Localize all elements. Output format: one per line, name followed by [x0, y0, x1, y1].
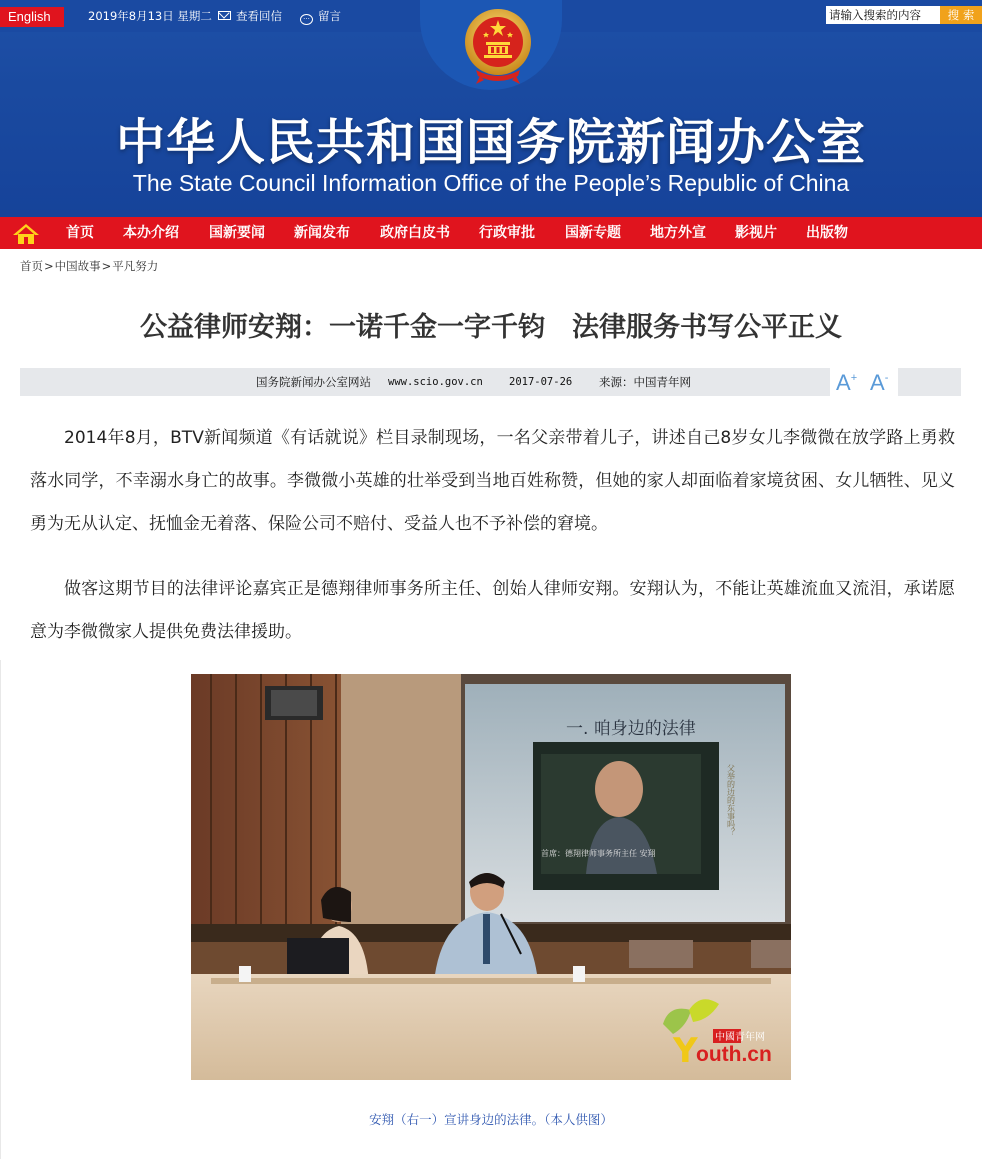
nav-item-news[interactable]: 国新要闻: [209, 225, 265, 241]
font-increase-label: A: [836, 370, 851, 395]
main-nav: [0, 217, 982, 249]
header-banner: [0, 0, 982, 217]
font-decrease-label: A: [870, 370, 885, 395]
font-decrease-button[interactable]: A-: [870, 370, 889, 395]
site-title-english: The State Council Information Office of the People’s Republic of China: [132, 170, 850, 196]
leave-message-label: 留言: [318, 9, 341, 23]
meta-date: 2017-07-26: [509, 376, 573, 388]
view-replies-label: 查看回信: [236, 9, 282, 23]
nav-item-local-publicity[interactable]: 地方外宣: [650, 225, 706, 241]
search-input[interactable]: [826, 6, 940, 24]
content-border: [0, 660, 1, 1159]
national-emblem-icon: [462, 6, 534, 84]
font-increase-button[interactable]: A+: [836, 370, 858, 395]
current-date: 2019年8月13日 星期二: [88, 9, 212, 23]
meta-source: 来源：中国青年网: [599, 375, 691, 389]
nav-item-films[interactable]: 影视片: [735, 225, 777, 241]
breadcrumb-separator: >: [101, 259, 112, 273]
search-button[interactable]: 搜 索: [940, 6, 982, 24]
leave-message-link[interactable]: [300, 8, 341, 25]
envelope-icon: [218, 11, 231, 20]
article-photo: [191, 674, 791, 1080]
speech-bubble-icon: ···: [300, 14, 313, 25]
nav-item-home[interactable]: 首页: [66, 225, 94, 241]
nav-item-administrative-approval[interactable]: 行政审批: [479, 225, 535, 241]
meta-site: 国务院新闻办公室网站: [256, 375, 371, 389]
article-meta-bar: [20, 368, 961, 396]
site-title-chinese: 中华人民共和国国务院新闻办公室: [115, 114, 866, 171]
watermark-cn: 中國青年网: [715, 1032, 765, 1043]
photo-caption: 安翔（右一）宣讲身边的法律。（本人供图）: [369, 1112, 613, 1127]
article-title: 公益律师安翔：一诺千金一字千钧 法律服务书写公平正义: [140, 312, 842, 343]
breadcrumb-ordinary-efforts[interactable]: 平凡努力: [112, 259, 159, 273]
slide-caption: 首席：德翔律师事务所主任 安翔: [541, 849, 656, 858]
nav-item-special-topics[interactable]: 国新专题: [565, 225, 621, 241]
watermark-y: Y: [673, 1031, 698, 1071]
slide-title: 一. 咱身边的法律: [566, 719, 696, 739]
article-paragraph: 做客这期节目的法律评论嘉宾正是德翔律师事务所主任、创始人律师安翔。安翔认为，不能让英雄流血又流泪，承诺愿意为李微微家人提供免费法律援助。: [30, 579, 955, 642]
font-size-controls: [830, 368, 898, 396]
view-replies-link[interactable]: [218, 8, 282, 24]
nav-item-press-releases[interactable]: 新闻发布: [294, 225, 350, 241]
slide-side-text: 父举的边的东事吗？: [726, 764, 736, 836]
breadcrumb-china-stories[interactable]: 中国故事: [54, 259, 101, 273]
nav-item-white-papers[interactable]: 政府白皮书: [380, 225, 450, 241]
breadcrumb: [20, 258, 158, 274]
article-paragraph: 2014年8月，BTV新闻频道《有话就说》栏目录制现场，一名父亲带着儿子，讲述自己8岁女儿李微微在放学路上勇救落水同学，不幸溺水身亡的故事。李微微小英雄的壮举受到当地百姓称赞，但她的家人却面临着家境贫困、女儿牺牲、见义勇为无从认定、抚恤金无着落、保险公司不赔付、受益人也不予补偿的窘境。: [30, 428, 955, 534]
nav-item-publications[interactable]: 出版物: [806, 225, 848, 241]
meta-url: www.scio.gov.cn: [388, 376, 483, 388]
breadcrumb-separator: >: [44, 259, 54, 273]
watermark-en: outh.cn: [696, 1043, 772, 1066]
home-icon[interactable]: [12, 223, 40, 245]
english-link[interactable]: English: [0, 7, 64, 27]
breadcrumb-home[interactable]: 首页: [20, 259, 43, 273]
nav-item-about[interactable]: 本办介绍: [123, 225, 179, 241]
